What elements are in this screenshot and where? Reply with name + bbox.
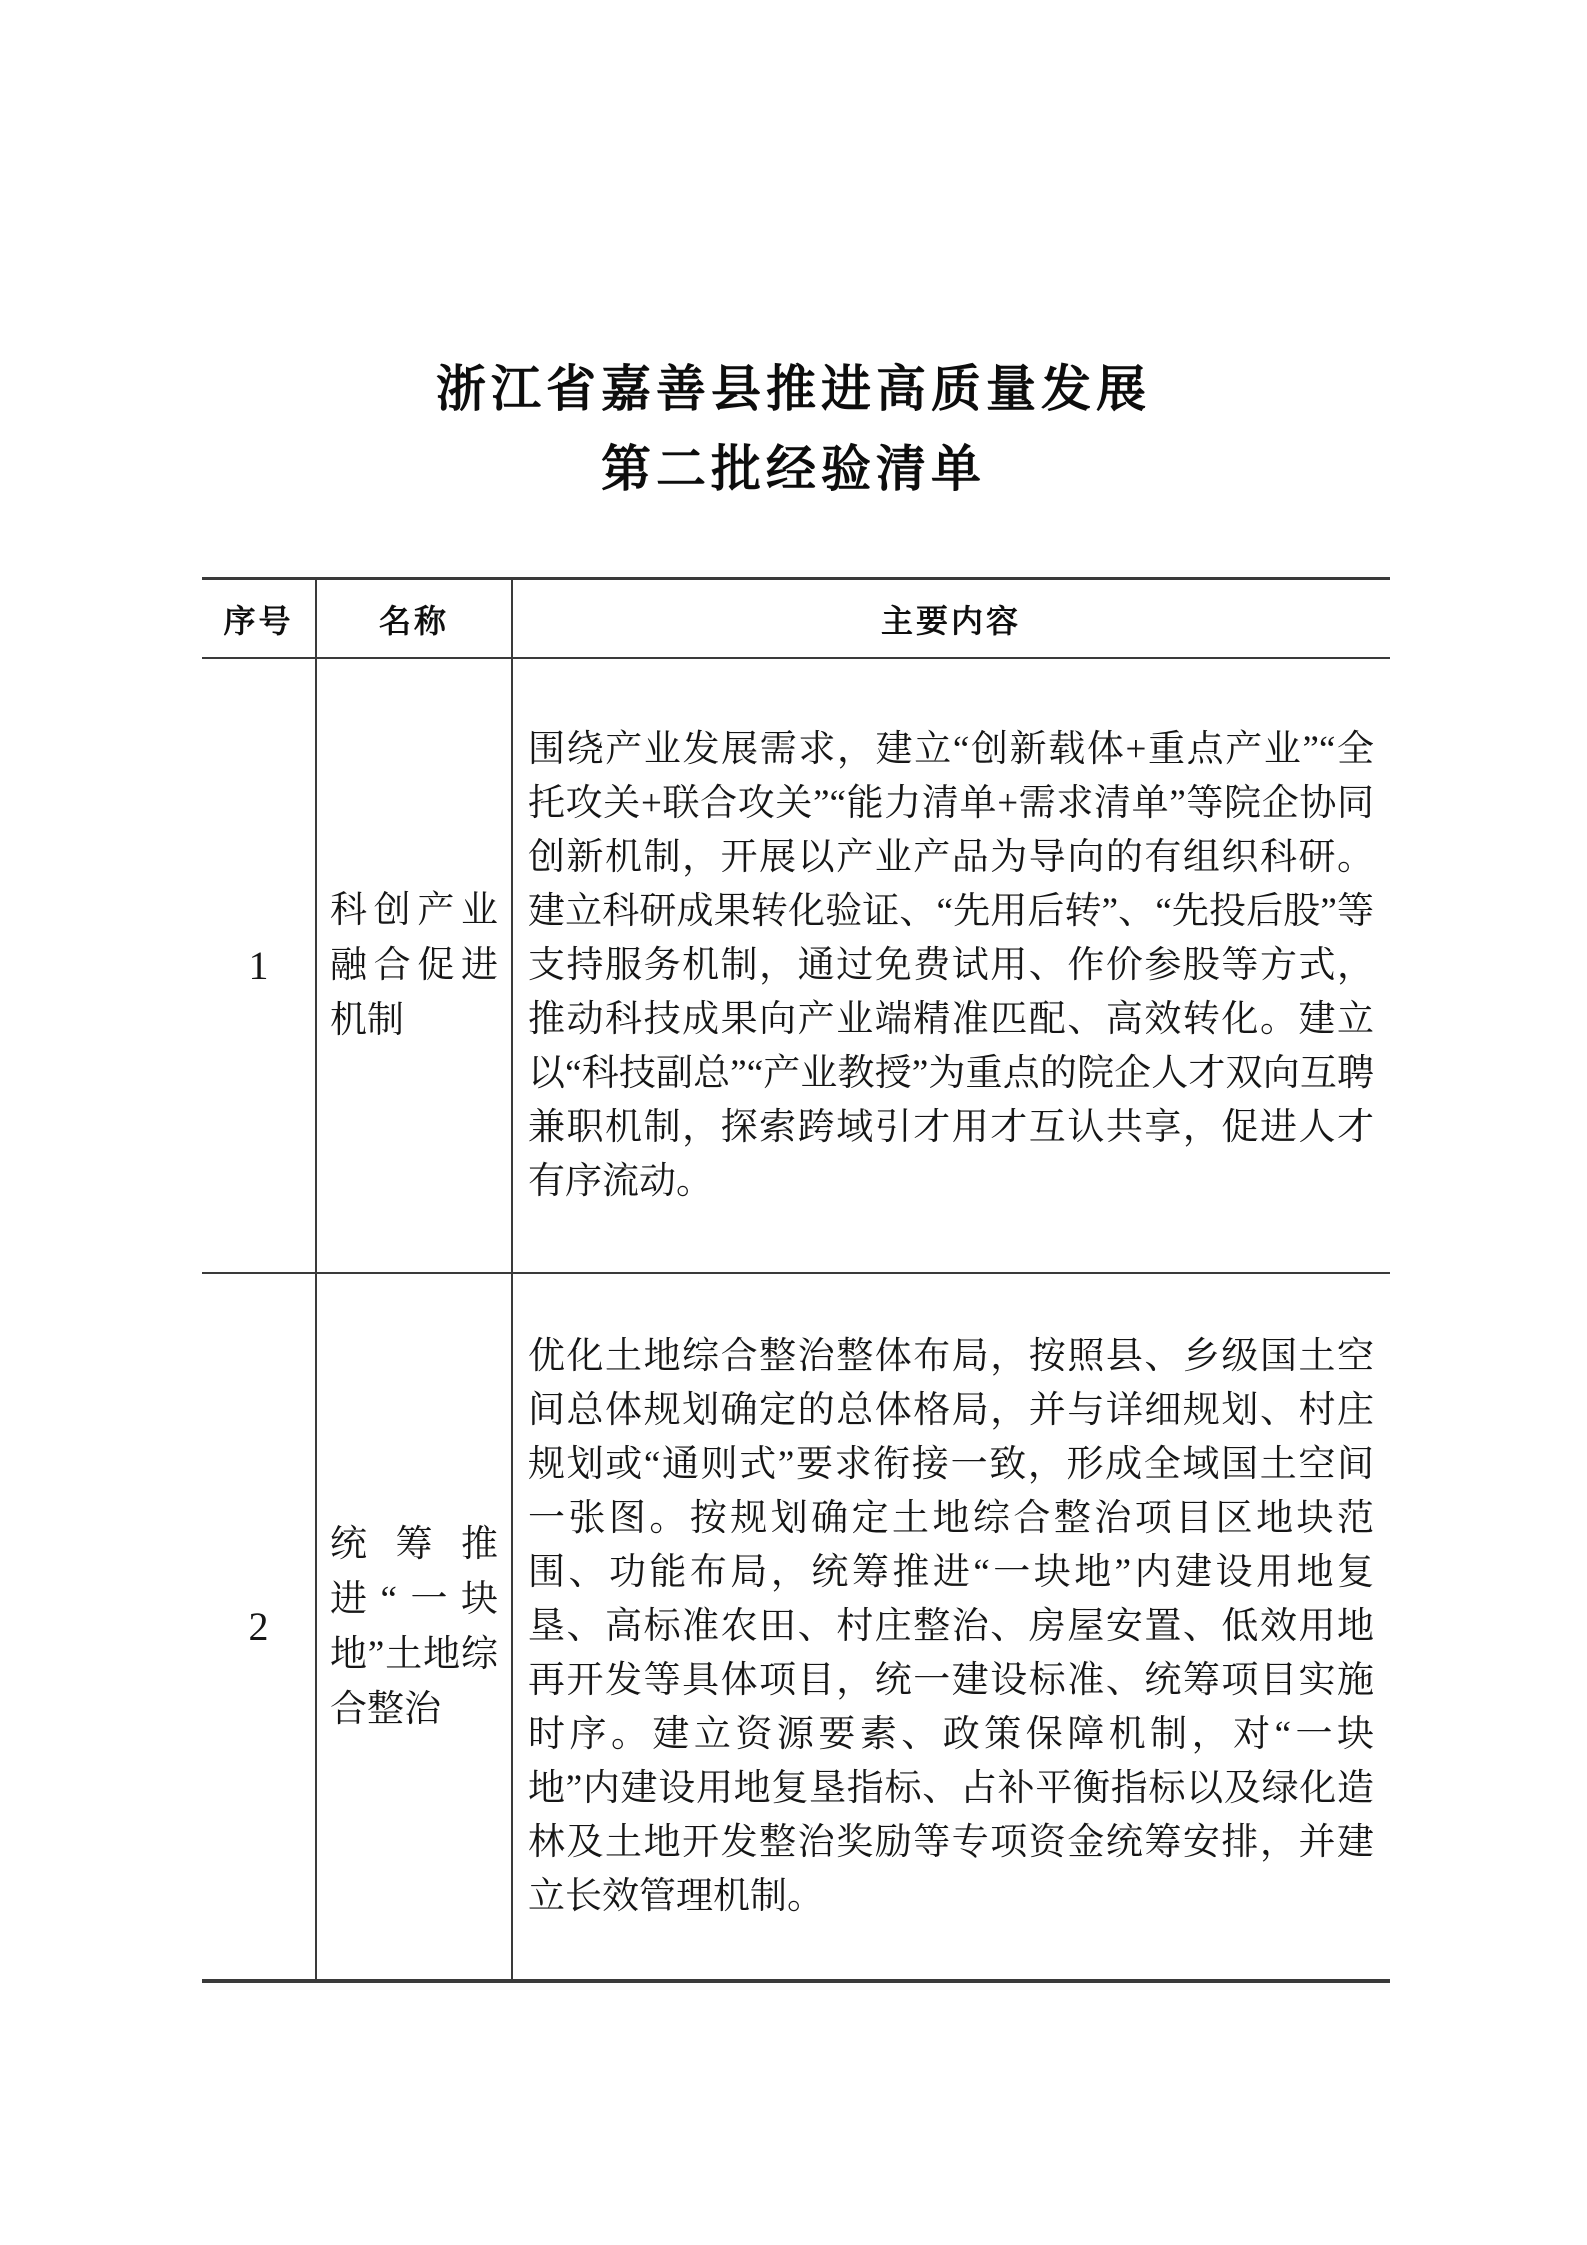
row-index: 2 <box>248 1604 269 1649</box>
row-name: 科创产业融合促进机制 <box>330 890 498 1041</box>
table-row <box>202 1274 1390 1979</box>
table-header-row <box>202 580 1390 659</box>
header-cell-content: 主要内容 <box>880 602 1021 639</box>
row-name: 统筹推进“一块地”土地综合整治 <box>330 1523 498 1730</box>
document-title <box>0 349 1587 509</box>
experience-list-table <box>202 577 1390 1983</box>
title-line-2: 第二批经验清单 <box>601 441 986 497</box>
table-row <box>202 659 1390 1274</box>
row-content: 围绕产业发展需求，建立“创新载体+重点产业”“全托攻关+联合攻关”“能力清单+需求清单”等院企协同创新机制，开展以产业产品为导向的有组织科研。建立科研成果转化验证、“先用后转”、“先投后股”等支持服务机制，通过免费试用、作价参股等方式，推动科技成果向产业端精准匹配、高效转化。建立以“科技副总”“产业教授”为重点的院企人才双向互聘兼职机制，探索跨域引才用才互认共享，促进人才有序流动。 <box>528 728 1374 1202</box>
row-index: 1 <box>248 943 269 988</box>
header-cell-name: 名称 <box>317 580 513 657</box>
title-line-1: 浙江省嘉善县推进高质量发展 <box>436 361 1151 417</box>
row-content: 优化土地综合整治整体布局，按照县、乡级国土空间总体规划确定的总体格局，并与详细规划、村庄规划或“通则式”要求衔接一致，形成全域国土空间一张图。按规划确定土地综合整治项目区地块范围、功能布局，统筹推进“一块地”内建设用地复垦、高标准农田、村庄整治、房屋安置、低效用地再开发等具体项目，统一建设标准、统筹项目实施时序。建立资源要素、政策保障机制，对“一块地”内建设用地复垦指标、占补平衡指标以及绿化造林及土地开发整治奖励等专项资金统筹安排，并建立长效管理机制。 <box>528 1335 1374 1917</box>
header-cell-index: 序号 <box>202 580 317 657</box>
